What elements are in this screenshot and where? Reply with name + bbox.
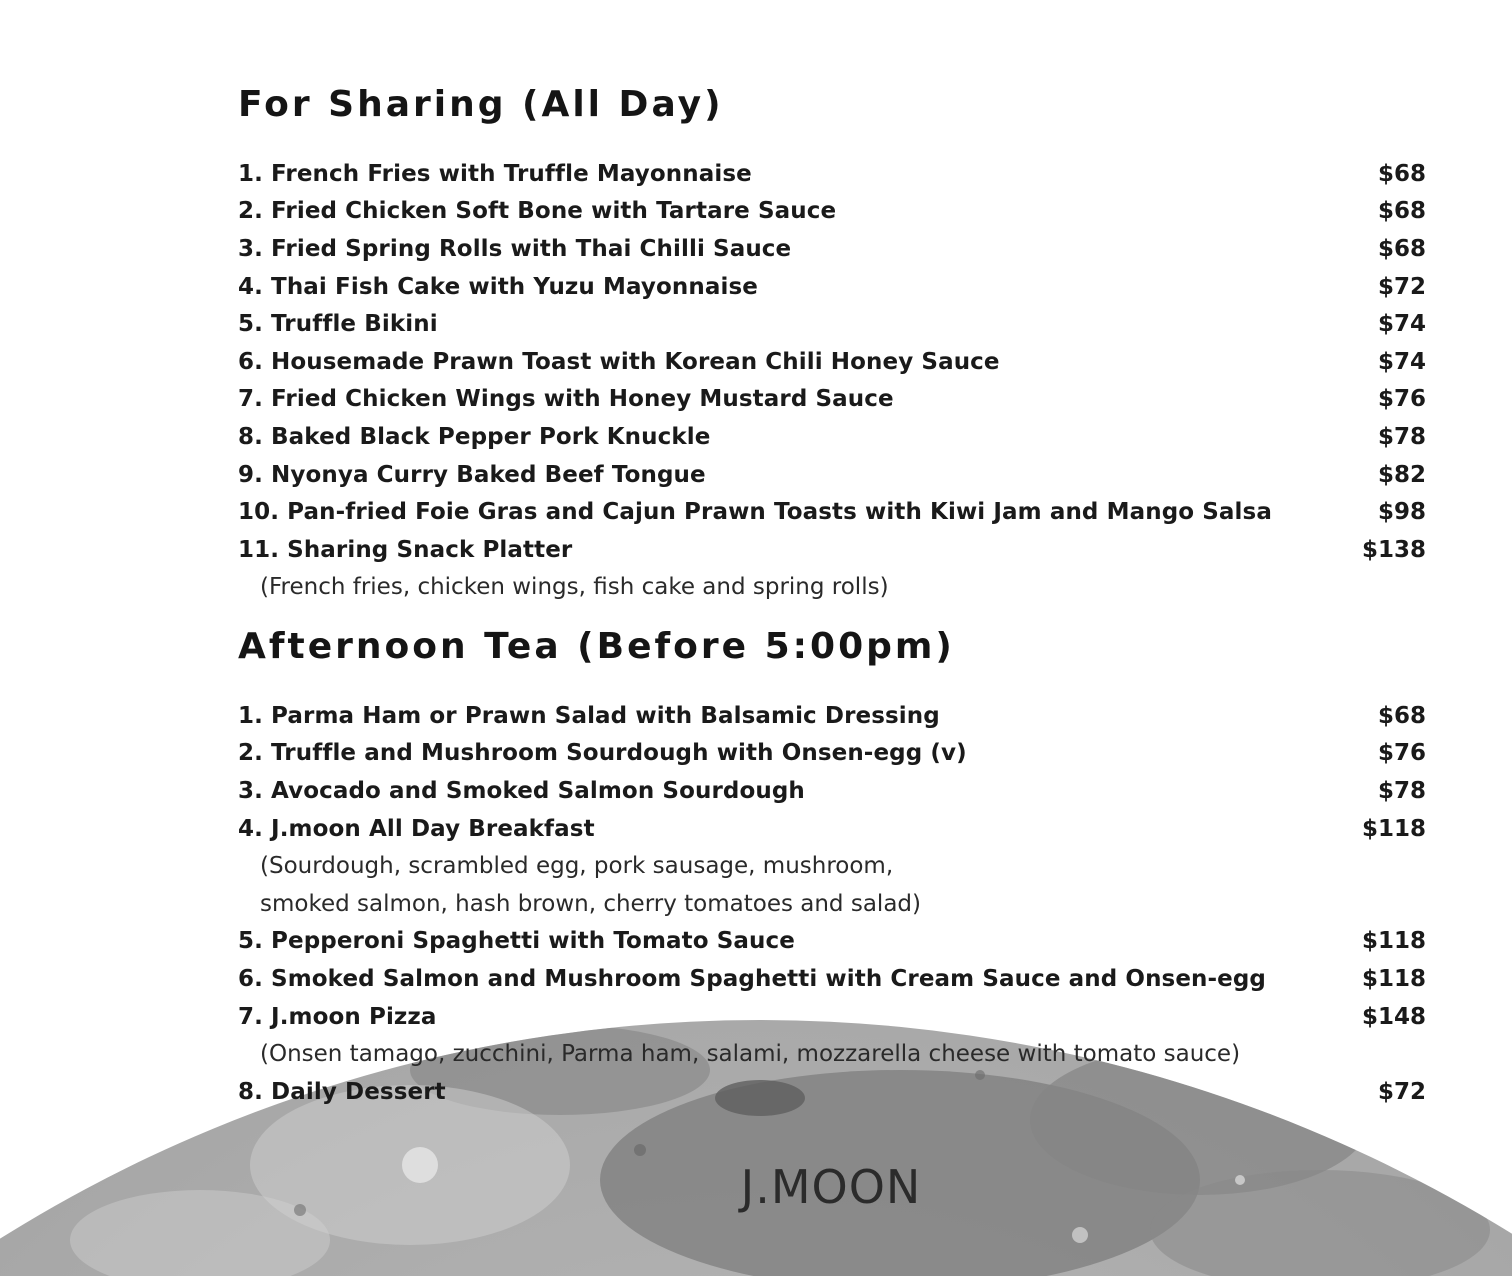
menu-item [238,268,1426,306]
menu-item-price: $76 [1377,740,1426,767]
menu-item-name: 5. Truffle Bikini [238,311,438,338]
menu-item-price: $68 [1377,235,1426,262]
menu-item [238,155,1426,193]
menu-item-price: $72 [1377,1078,1426,1105]
menu-item [238,230,1426,268]
menu-item [238,193,1426,231]
menu-item [238,418,1426,456]
menu-item-price: $78 [1377,777,1426,804]
section-title-for-sharing: For Sharing (All Day) [238,84,724,125]
menu-item [238,305,1426,343]
menu-list-for-sharing [238,155,1426,606]
menu-item-description: (Onsen tamago, zucchini, Parma ham, salami, mozzarella cheese with tomato sauce) [260,1041,1241,1068]
menu-item-price: $118 [1361,965,1426,992]
menu-list-afternoon-tea [238,697,1426,1111]
menu-item [238,343,1426,381]
menu-item [238,810,1426,848]
menu-item-price: $68 [1377,702,1426,729]
menu-item [238,923,1426,961]
menu-item [238,772,1426,810]
menu-item-name: 6. Smoked Salmon and Mushroom Spaghetti with Cream Sauce and Onsen-egg [238,965,1266,992]
moon-crater [1072,1227,1088,1243]
menu-item-name: 2. Fried Chicken Soft Bone with Tartare Sauce [238,198,837,225]
menu-item-price: $68 [1377,160,1426,187]
menu-item-description: smoked salmon, hash brown, cherry tomatoes and salad) [260,890,921,917]
menu-item-name: 7. Fried Chicken Wings with Honey Mustard Sauce [238,386,894,413]
menu-item [238,697,1426,735]
menu-item-price: $74 [1377,348,1426,375]
menu-item-name: 1. French Fries with Truffle Mayonnaise [238,160,752,187]
menu-item-price: $76 [1377,386,1426,413]
menu-item [238,493,1426,531]
menu-item-name: 2. Truffle and Mushroom Sourdough with Onsen-egg (v) [238,740,967,767]
menu-item-price: $78 [1377,423,1426,450]
moon-crater [634,1144,646,1156]
menu-item-name: 1. Parma Ham or Prawn Salad with Balsamic Dressing [238,702,940,729]
menu-item-name: 5. Pepperoni Spaghetti with Tomato Sauce [238,928,795,955]
menu-item [238,531,1426,569]
menu-item [238,960,1426,998]
menu-item-name: 3. Fried Spring Rolls with Thai Chilli Sauce [238,235,792,262]
menu-item-description: (French fries, chicken wings, fish cake and spring rolls) [260,574,889,601]
menu-item-price: $74 [1377,311,1426,338]
menu-item-price: $98 [1377,499,1426,526]
menu-item-price: $72 [1377,273,1426,300]
menu-item-name: 4. Thai Fish Cake with Yuzu Mayonnaise [238,273,758,300]
menu-item-name: 8. Baked Black Pepper Pork Knuckle [238,423,711,450]
menu-item-price: $82 [1377,461,1426,488]
menu-item-name: 10. Pan-fried Foie Gras and Cajun Prawn Toasts with Kiwi Jam and Mango Salsa [238,499,1272,526]
menu-item-name: 6. Housemade Prawn Toast with Korean Chili Honey Sauce [238,348,1000,375]
menu-item [238,456,1426,494]
menu-item-name: 8. Daily Dessert [238,1078,446,1105]
menu-item [238,381,1426,419]
section-title-afternoon-tea: Afternoon Tea (Before 5:00pm) [238,626,955,667]
menu-item [238,735,1426,773]
menu-item-name: 11. Sharing Snack Platter [238,536,573,563]
menu-item-price: $138 [1361,536,1426,563]
j-moon-logo: J.MOON [740,1160,922,1214]
menu-item [238,1073,1426,1111]
menu-item-price: $68 [1377,198,1426,225]
menu-item-price: $118 [1361,815,1426,842]
menu-item-price: $118 [1361,928,1426,955]
menu-item-name: 7. J.moon Pizza [238,1003,437,1030]
menu-item [238,998,1426,1036]
menu-item-name: 9. Nyonya Curry Baked Beef Tongue [238,461,706,488]
menu-item-description: (Sourdough, scrambled egg, pork sausage, mushroom, [260,853,894,880]
menu-item-price: $148 [1361,1003,1426,1030]
menu-item-name: 4. J.moon All Day Breakfast [238,815,595,842]
menu-item-name: 3. Avocado and Smoked Salmon Sourdough [238,777,805,804]
